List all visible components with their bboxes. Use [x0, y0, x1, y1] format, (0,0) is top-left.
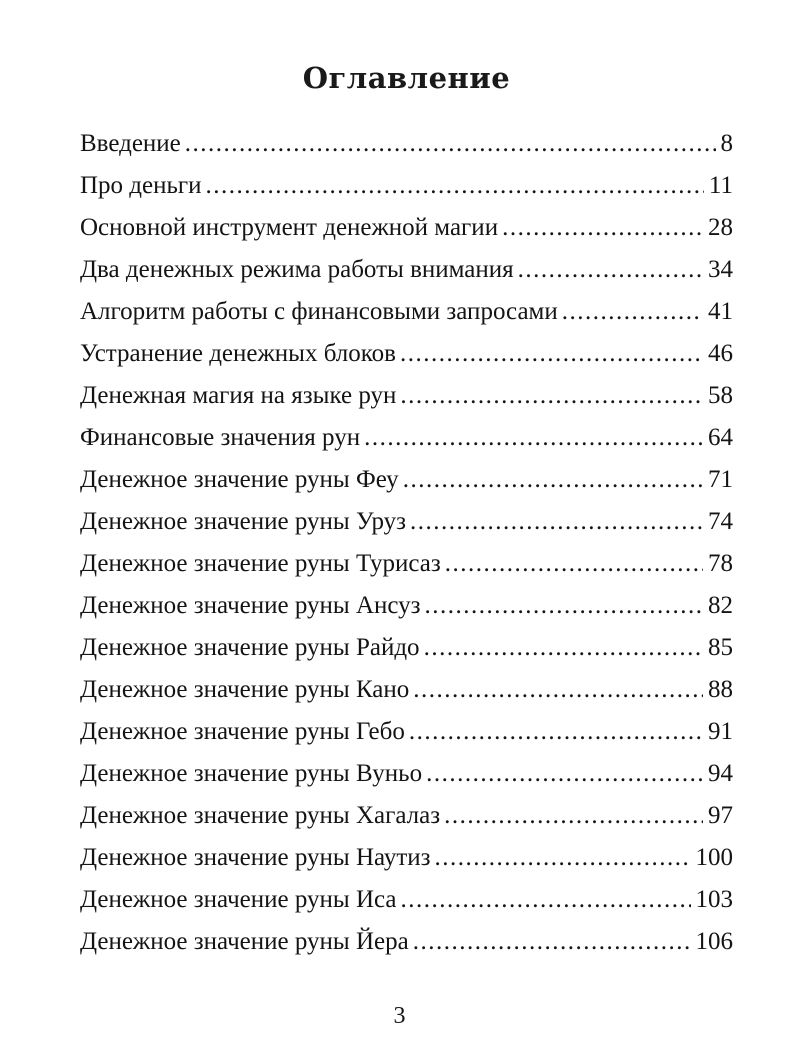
- toc-entry: [80, 886, 733, 928]
- toc-entry-title: Денежное значение руны Турисаз: [80, 550, 441, 577]
- toc-entry-page: 78: [708, 550, 733, 577]
- toc-entry-page: 82: [708, 592, 733, 619]
- toc-entry-page: 41: [708, 298, 733, 325]
- dot-leader: [410, 508, 703, 536]
- toc-entry-title: Денежное значение руны Гебо: [80, 718, 405, 745]
- toc-entry-title: Про деньги: [80, 172, 202, 199]
- page-number: 3: [393, 1003, 406, 1029]
- toc-entry: [80, 214, 733, 256]
- toc-entry-title: Денежное значение руны Наутиз: [80, 844, 431, 871]
- toc-list: [80, 130, 733, 970]
- toc-entry-page: 103: [695, 886, 733, 913]
- dot-leader: [413, 928, 691, 956]
- toc-entry-title: Денежное значение руны Феу: [80, 466, 399, 493]
- toc-entry-title: Денежная магия на языке рун: [80, 382, 397, 409]
- toc-entry-title: Денежное значение руны Иса: [80, 886, 397, 913]
- toc-entry: [80, 382, 733, 424]
- toc-entry: [80, 550, 733, 592]
- toc-entry: [80, 256, 733, 298]
- toc-entry: [80, 634, 733, 676]
- toc-entry-page: 74: [708, 508, 733, 535]
- toc-entry-title: Денежное значение руны Ансуз: [80, 592, 421, 619]
- toc-entry: [80, 130, 733, 172]
- toc-entry: [80, 802, 733, 844]
- dot-leader: [425, 592, 703, 620]
- toc-entry-page: 91: [708, 718, 733, 745]
- toc-entry-page: 88: [708, 676, 733, 703]
- toc-entry-page: 11: [708, 172, 733, 199]
- toc-entry: [80, 424, 733, 466]
- toc-entry-page: 94: [708, 760, 733, 787]
- toc-entry-page: 71: [708, 466, 733, 493]
- toc-entry: [80, 466, 733, 508]
- dot-leader: [206, 172, 704, 200]
- toc-entry-page: 46: [708, 340, 733, 367]
- toc-entry: [80, 508, 733, 550]
- toc-entry: [80, 928, 733, 970]
- toc-entry-page: 85: [708, 634, 733, 661]
- toc-entry-page: 100: [695, 844, 733, 871]
- dot-leader: [364, 424, 703, 452]
- toc-entry-page: 28: [708, 214, 733, 241]
- toc-entry-title: Денежное значение руны Йера: [80, 928, 409, 955]
- toc-entry: [80, 172, 733, 214]
- dot-leader: [435, 844, 691, 872]
- toc-entry: [80, 844, 733, 886]
- toc-entry-title: Денежное значение руны Райдо: [80, 634, 420, 661]
- toc-entry-title: Устранение денежных блоков: [80, 340, 396, 367]
- dot-leader: [401, 886, 691, 914]
- toc-entry: [80, 340, 733, 382]
- dot-leader: [426, 760, 703, 788]
- dot-leader: [445, 550, 703, 578]
- toc-entry-title: Два денежных режима работы внимания: [80, 256, 514, 283]
- toc-entry-title: Введение: [80, 130, 181, 157]
- toc-entry-title: Денежное значение руны Вуньо: [80, 760, 423, 787]
- dot-leader: [400, 382, 703, 410]
- toc-entry: [80, 676, 733, 718]
- dot-leader: [562, 298, 703, 326]
- toc-entry-page: 97: [708, 802, 733, 829]
- page-title: Оглавление: [302, 61, 511, 95]
- dot-leader: [409, 718, 703, 746]
- toc-entry-title: Основной инструмент денежной магии: [80, 214, 499, 241]
- toc-entry-title: Денежное значение руны Хагалаз: [80, 802, 441, 829]
- toc-entry-page: 64: [708, 424, 733, 451]
- toc-entry-page: 58: [708, 382, 733, 409]
- dot-leader: [403, 466, 703, 494]
- toc-entry-title: Денежное значение руны Уруз: [80, 508, 407, 535]
- toc-entry: [80, 760, 733, 802]
- toc-entry-title: Финансовые значения рун: [80, 424, 361, 451]
- toc-entry-page: 34: [708, 256, 733, 283]
- toc-entry: [80, 592, 733, 634]
- toc-entry: [80, 718, 733, 760]
- dot-leader: [424, 634, 703, 662]
- toc-entry: [80, 298, 733, 340]
- toc-entry-page: 106: [695, 928, 733, 955]
- dot-leader: [413, 676, 703, 704]
- dot-leader: [444, 802, 703, 830]
- dot-leader: [400, 340, 703, 368]
- dot-leader: [518, 256, 703, 284]
- dot-leader: [502, 214, 703, 242]
- toc-entry-title: Денежное значение руны Кано: [80, 676, 410, 703]
- dot-leader: [185, 130, 716, 158]
- toc-entry-page: 8: [720, 130, 733, 157]
- toc-entry-title: Алгоритм работы с финансовыми запросами: [80, 298, 558, 325]
